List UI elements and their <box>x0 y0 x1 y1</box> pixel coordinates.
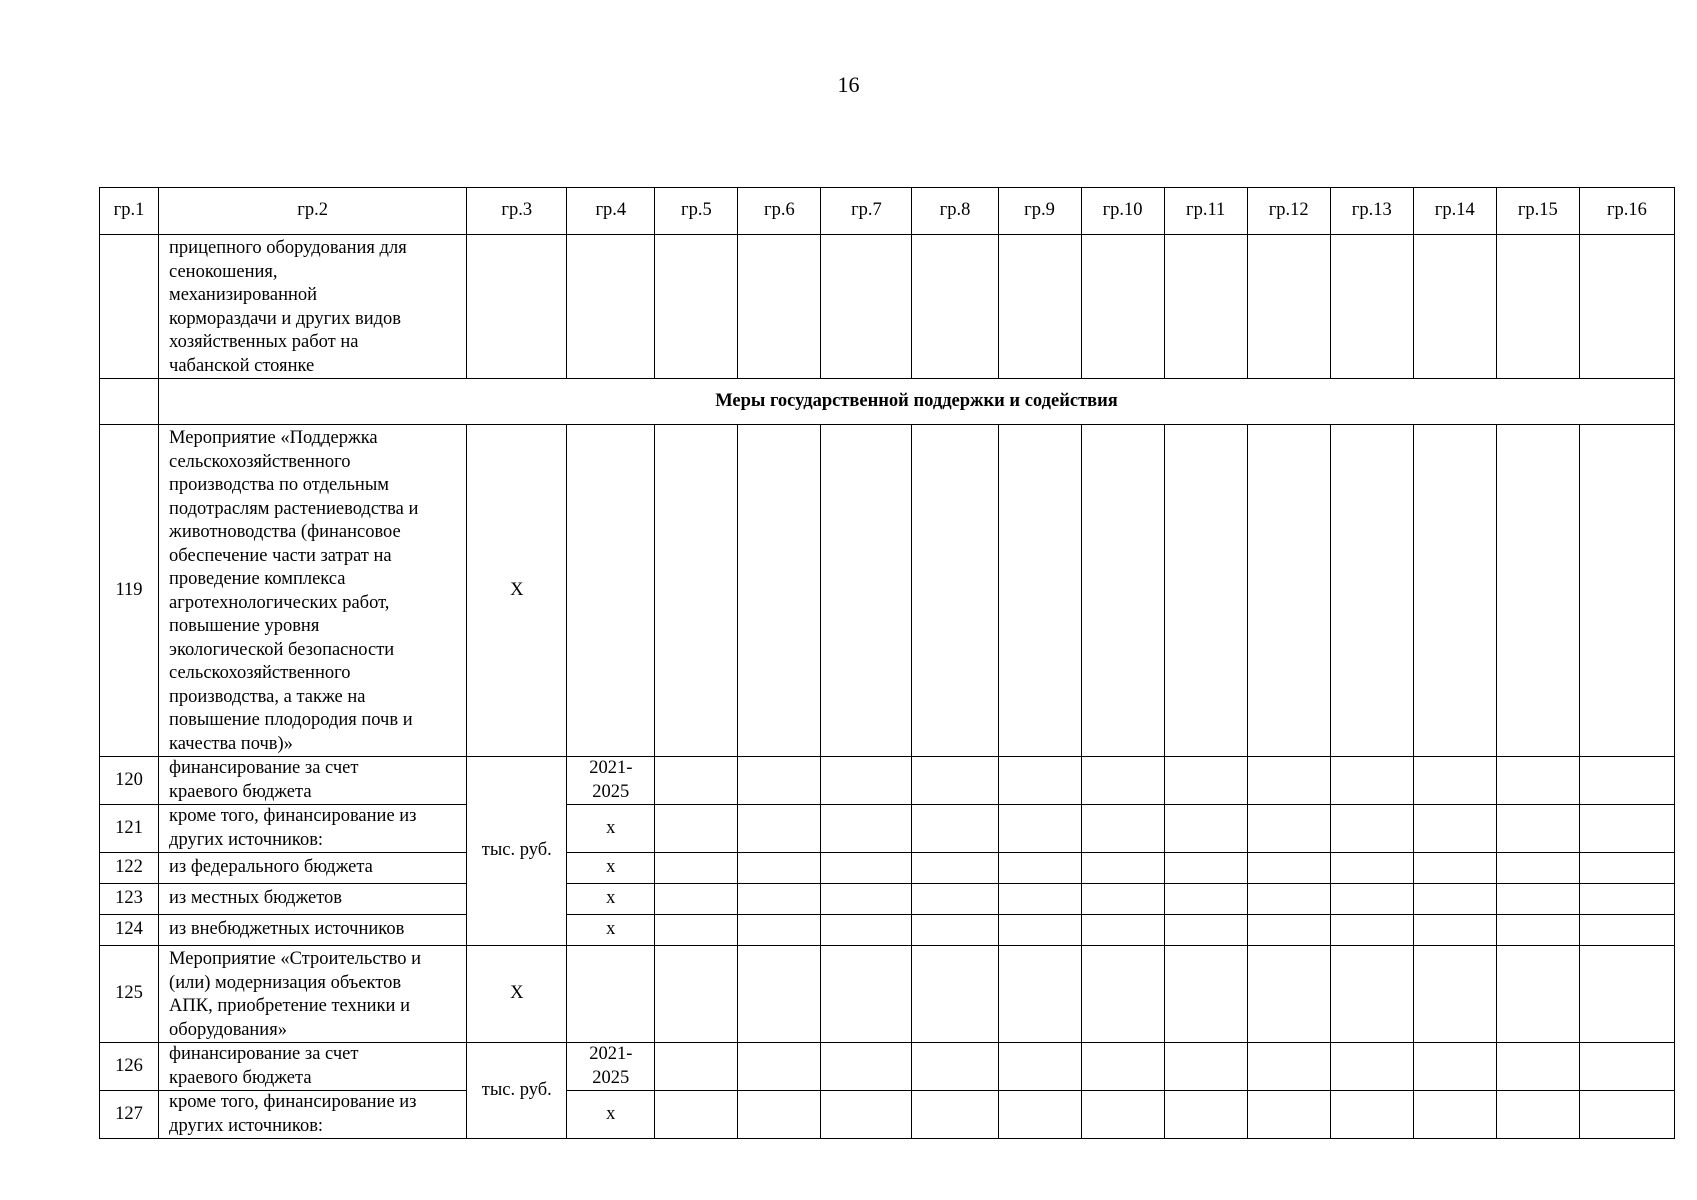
text-line: Мероприятие «Строительство и <box>169 949 422 969</box>
unit-cell: тыс. руб. <box>467 1043 567 1139</box>
description-cell: из местных бюджетов <box>159 884 467 915</box>
text-line: производства, а также на <box>169 686 366 707</box>
header-row <box>100 188 1675 235</box>
period-cell <box>567 757 655 805</box>
column-header: гр.10 <box>1081 188 1164 235</box>
x-mark: х <box>567 884 655 915</box>
x-mark: Х <box>467 946 567 1043</box>
text-line: других источников: <box>169 829 324 850</box>
text-line: повышение уровня <box>169 616 320 636</box>
text-line: механизированной <box>169 285 318 305</box>
row-number: 126 <box>100 1043 159 1091</box>
column-header: гр.3 <box>467 188 567 235</box>
column-header: гр.13 <box>1330 188 1413 235</box>
table-row <box>100 1043 1675 1091</box>
program-table <box>99 187 1675 1139</box>
text-line: (или) модернизация объектов <box>169 972 402 993</box>
description-cell <box>159 757 467 805</box>
description-cell <box>159 235 467 379</box>
period-cell <box>567 1043 655 1091</box>
table-row <box>100 946 1675 1043</box>
row-number: 122 <box>100 853 159 884</box>
table-row <box>100 884 1675 915</box>
text-line: краевого бюджета <box>169 1067 312 1088</box>
row-number: 121 <box>100 805 159 853</box>
column-header: гр.11 <box>1164 188 1247 235</box>
column-header: гр.12 <box>1247 188 1330 235</box>
text-line: обеспечение части затрат на <box>169 545 392 566</box>
row-number: 125 <box>100 946 159 1043</box>
text-line: АПК, приобретение техники и <box>169 996 410 1016</box>
table-row <box>100 805 1675 853</box>
description-cell <box>159 946 467 1043</box>
page-number: 16 <box>837 72 860 97</box>
section-title: Меры государственной поддержки и содействия <box>159 379 1675 425</box>
table-row <box>100 235 1675 379</box>
description-cell <box>159 425 467 757</box>
column-header: гр.7 <box>821 188 912 235</box>
table-row <box>100 757 1675 805</box>
column-header: гр.4 <box>567 188 655 235</box>
text-line: сельскохозяйственного <box>169 451 351 472</box>
period-line: 2021- <box>589 1044 633 1064</box>
text-line: повышение плодородия почв и <box>169 710 413 730</box>
text-line: чабанской стоянке <box>169 355 315 376</box>
text-line: финансирование за счет <box>169 1044 359 1064</box>
column-header: гр.16 <box>1579 188 1674 235</box>
description-cell: из внебюджетных источников <box>159 915 467 946</box>
column-header: гр.6 <box>738 188 821 235</box>
row-number: 123 <box>100 884 159 915</box>
text-line: прицепного оборудования для <box>169 238 407 258</box>
table-row <box>100 425 1675 757</box>
column-header: гр.8 <box>912 188 998 235</box>
text-line: Мероприятие «Поддержка <box>169 428 378 448</box>
text-line: финансирование за счет <box>169 758 359 778</box>
text-line: животноводства (финансовое <box>169 522 401 542</box>
period-line: 2021- <box>589 758 633 778</box>
x-mark: Х <box>467 425 567 757</box>
x-mark: х <box>567 1091 655 1139</box>
column-header: гр.15 <box>1496 188 1579 235</box>
row-number: 120 <box>100 757 159 805</box>
column-header: гр.1 <box>100 188 159 235</box>
table-row <box>100 915 1675 946</box>
period-line: 2025 <box>592 781 630 802</box>
section-row <box>100 379 1675 425</box>
text-line: агротехнологических работ, <box>169 592 390 613</box>
text-line: сельскохозяйственного <box>169 663 351 683</box>
table-row <box>100 1091 1675 1139</box>
text-line: подотраслям растениеводства и <box>169 498 419 519</box>
text-line: краевого бюджета <box>169 781 312 802</box>
description-cell <box>159 1091 467 1139</box>
text-line: качества почв)» <box>169 733 293 754</box>
row-number-cell <box>100 235 159 379</box>
description-cell: из федерального бюджета <box>159 853 467 884</box>
description-cell <box>159 805 467 853</box>
table-row <box>100 853 1675 884</box>
x-mark: х <box>567 915 655 946</box>
description-cell <box>159 1043 467 1091</box>
text-line: хозяйственных работ на <box>169 332 359 352</box>
row-number: 119 <box>100 425 159 757</box>
period-line: 2025 <box>592 1067 630 1088</box>
text-line: кроме того, финансирование из <box>169 806 417 826</box>
row-number: 124 <box>100 915 159 946</box>
unit-cell: тыс. руб. <box>467 757 567 946</box>
text-line: экологической безопасности <box>169 639 395 660</box>
text-line: других источников: <box>169 1115 324 1136</box>
text-line: кормораздачи и других видов <box>169 308 401 329</box>
column-header: гр.2 <box>159 188 467 235</box>
column-header: гр.9 <box>998 188 1081 235</box>
column-header: гр.14 <box>1413 188 1496 235</box>
text-line: оборудования» <box>169 1019 287 1040</box>
text-line: производства по отдельным <box>169 475 389 495</box>
column-header: гр.5 <box>655 188 738 235</box>
x-mark: х <box>567 805 655 853</box>
x-mark: х <box>567 853 655 884</box>
text-line: сенокошения, <box>169 261 278 282</box>
text-line: кроме того, финансирование из <box>169 1092 417 1112</box>
row-number: 127 <box>100 1091 159 1139</box>
text-line: проведение комплекса <box>169 569 346 589</box>
